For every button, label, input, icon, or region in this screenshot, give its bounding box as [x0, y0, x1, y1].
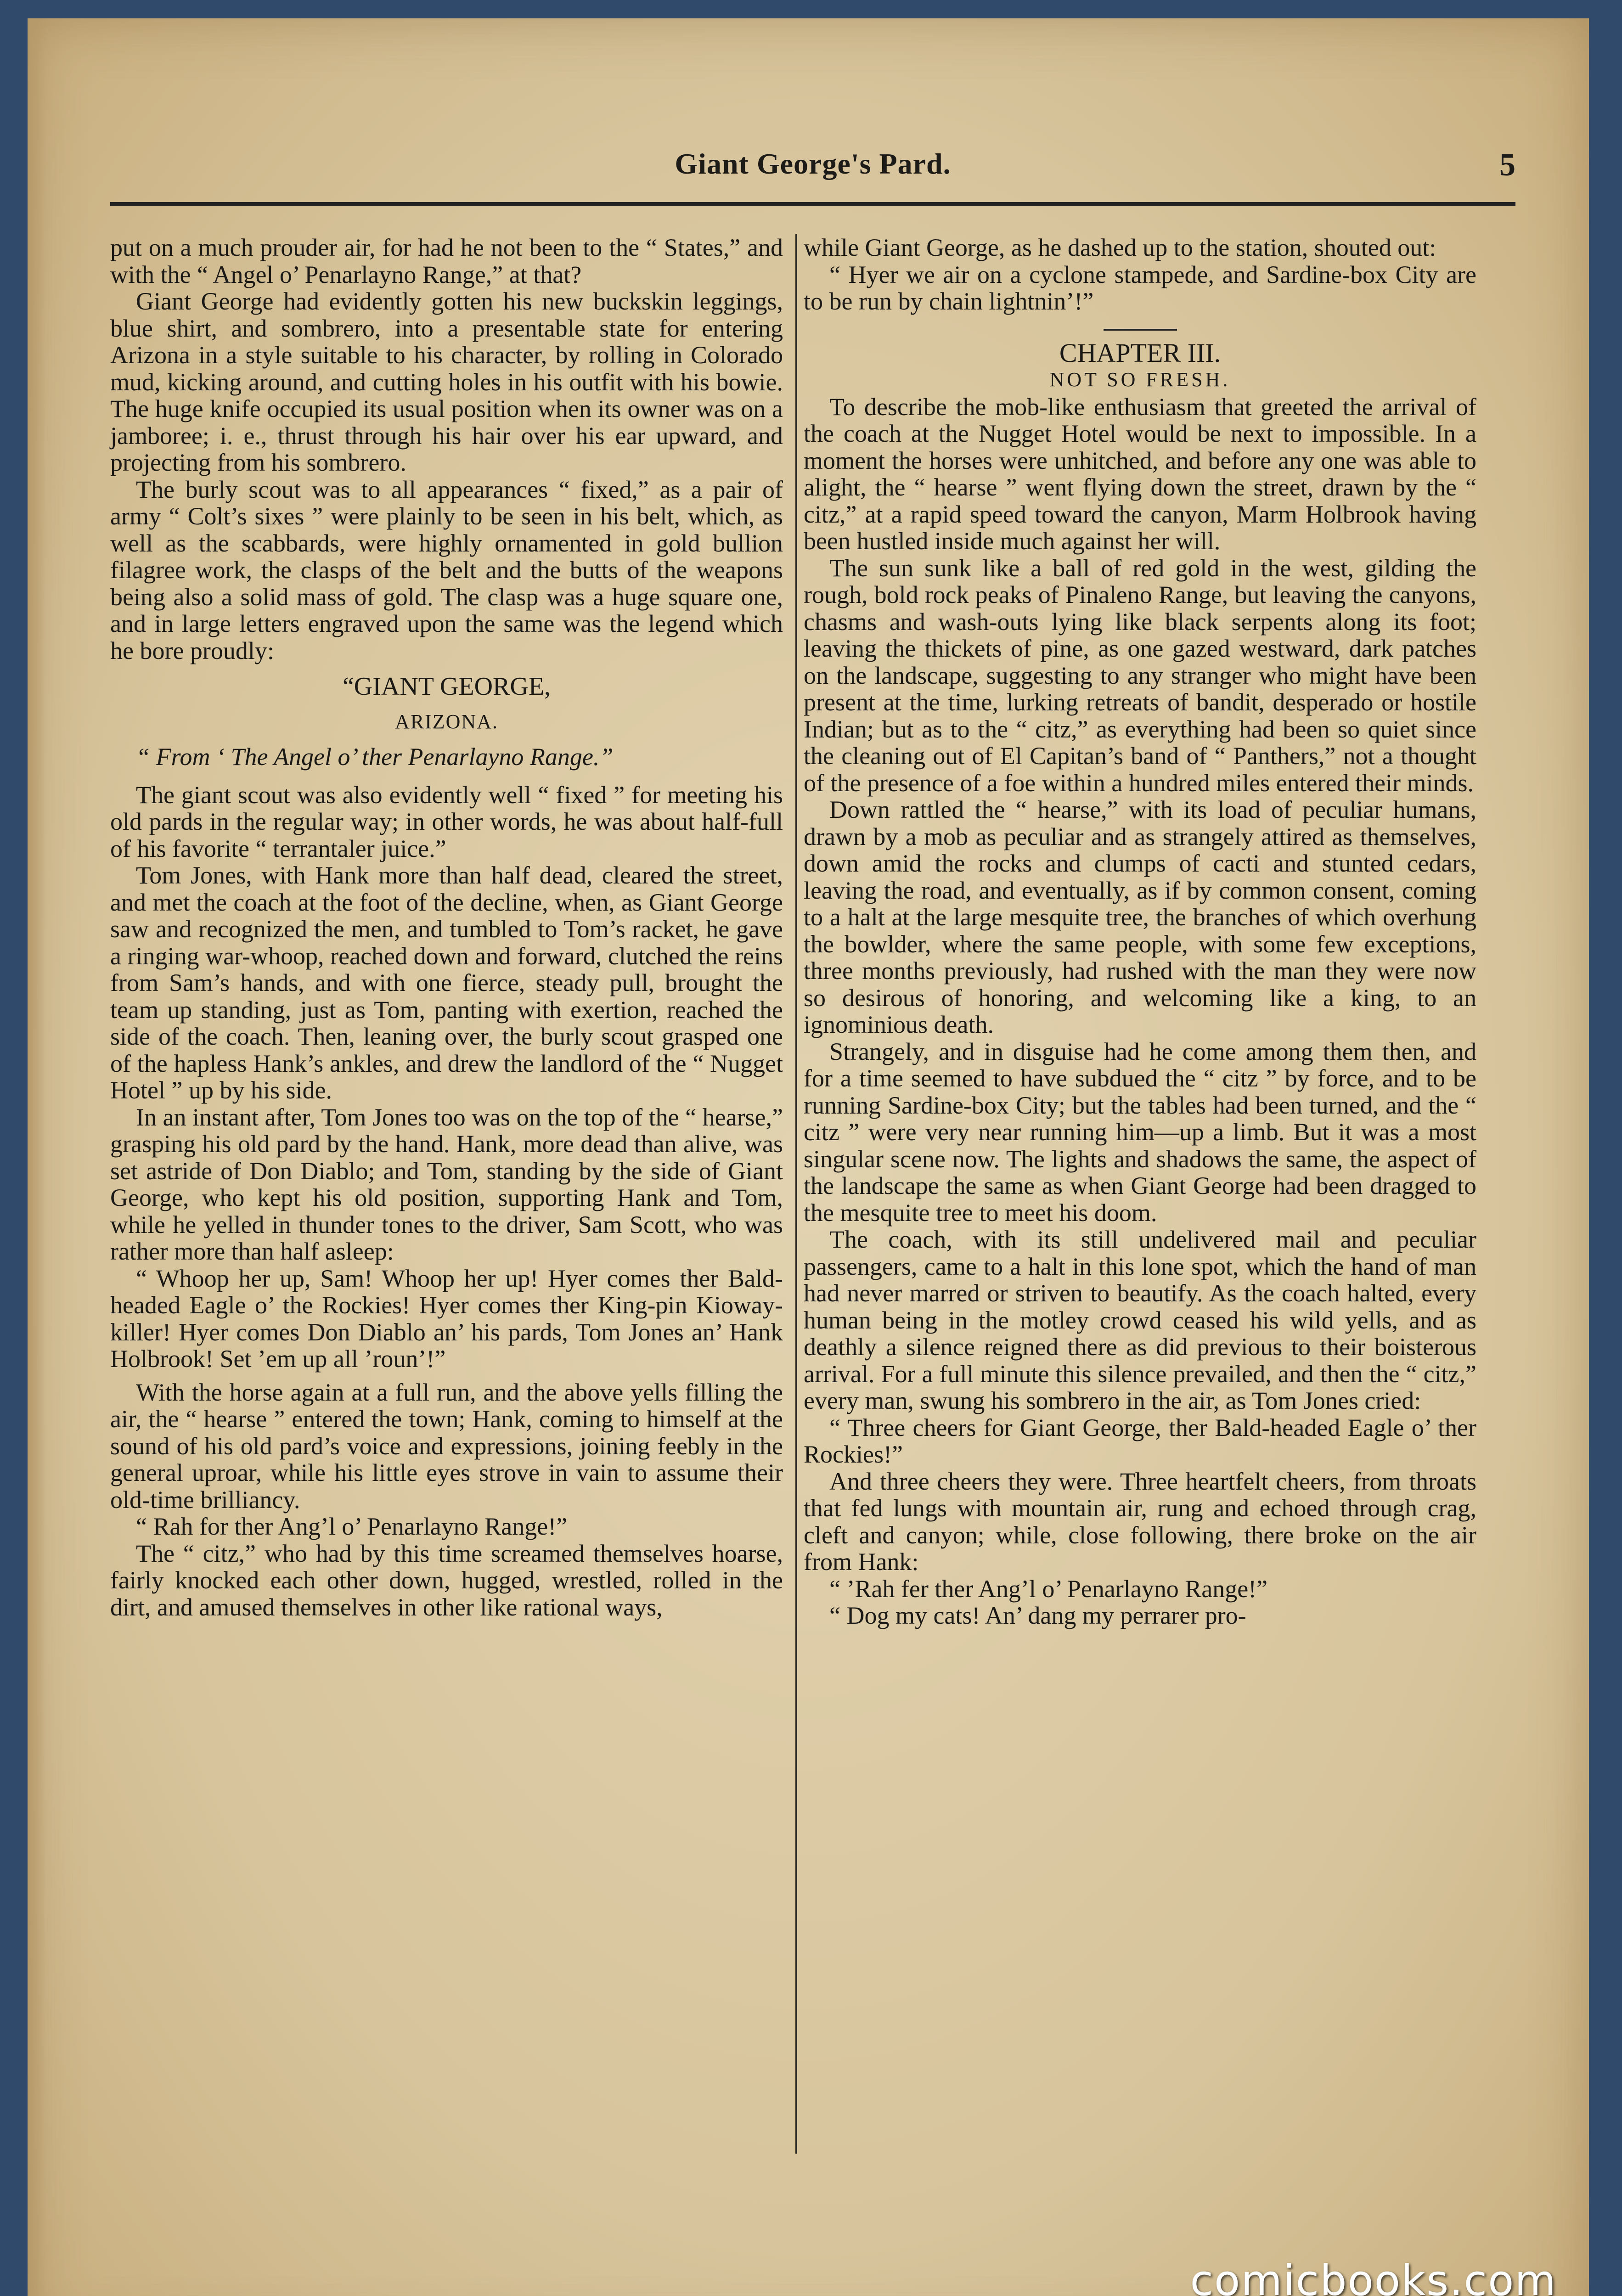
running-title: Giant George's Pard. — [675, 147, 951, 180]
right-column — [804, 234, 1476, 2209]
header-rule — [110, 202, 1515, 206]
paragraph: “ Three cheers for Giant George, ther Bald-headed Eagle o’ ther Rockies!” — [804, 1413, 1476, 1468]
paragraph: To describe the mob-like enthusiasm that greeted the arrival of the coach at the Nugget Hotel would be next to impossible. In a moment the horses were unhitched, and before any one was able to alight, the “ hearse ” went flying down the street, drawn by the “ citz,” at a rapid speed toward the canyon, Marm Holbrook having been hustled inside much against her will. — [804, 393, 1476, 555]
belt-legend-name: “GIANT GEORGE, — [342, 672, 551, 701]
paragraph: The giant scout was also evidently well “ fixed ” for meeting his old pards in the regular way; in other words, he was about half-full of his favorite “ terrantaler juice.” — [110, 781, 783, 862]
paragraph: “ Hyer we air on a cyclone stampede, and Sardine-box City are to be run by chain lightnin’!” — [804, 260, 1476, 315]
paragraph: while Giant George, as he dashed up to the station, shouted out: — [804, 234, 1436, 261]
paragraph: “ Dog my cats! An’ dang my perrarer pro- — [829, 1602, 1246, 1629]
left-column — [110, 234, 783, 2209]
paragraph: put on a much prouder air, for had he not been to the “ States,” and with the “ Angel o’ Penarlayno Range,” at that? — [110, 234, 783, 288]
paragraph: “ Rah for ther Ang’l o’ Penarlayno Range!” — [136, 1513, 568, 1540]
paragraph: The coach, with its still undelivered mail and peculiar passengers, came to a halt in this lone spot, which the hand of man had never marred or striven to beautify. As the coach halted, every human being in the motley crowd ceased his wild yells, and as deathly a silence reigned there as did previous to their boisterous arrival. For a full minute this silence prevailed, and then the “ citz,” every man, swung his sombrero in the air, as Tom Jones cried: — [804, 1226, 1476, 1414]
chapter-heading: CHAPTER III. — [1059, 338, 1221, 368]
page-spine-edge — [28, 18, 46, 2296]
chapter-rule — [1104, 329, 1177, 331]
paragraph: In an instant after, Tom Jones too was on the top of the “ hearse,” grasping his old pard by the hand. Hank, more dead than alive, was set astride of Don Diablo; and Tom, standing by the side of Giant George, who kept his old position, supporting Hank and Tom, while he yelled in thunder tones to the driver, Sam Scott, who was rather more than half asleep: — [110, 1103, 783, 1265]
belt-legend-place: ARIZONA. — [395, 710, 498, 733]
chapter-subtitle: NOT SO FRESH. — [1049, 368, 1231, 391]
paragraph: Tom Jones, with Hank more than half dead, cleared the street, and met the coach at the foot of the decline, when, as Giant George saw and recognized the men, and tumbled to Tom’s racket, he gave a ringing war-whoop, reached down and forward, clutched the reins from Sam’s hands, and with one fierce, steady pull, brought the team up standing, just as Tom, panting with exertion, reached the side of the coach. Then, leaning over, the burly scout grasped one of the hapless Hank’s ankles, and drew the landlord of the “ Nugget Hotel ” up by his side. — [110, 861, 783, 1104]
belt-legend-motto: “ From ‘ The Angel o’ ther Penarlayno Range.” — [136, 743, 614, 771]
paragraph: Strangely, and in disguise had he come among them then, and for a time seemed to have subdued the “ citz ” by force, and to be running Sardine-box City; but the tables had been turned, and the “ citz ” were very near running him—up a limb. But it was a most singular scene now. The lights and shadows the same, the aspect of the landscape the same as when Giant George had been dragged to the mesquite tree to meet his doom. — [804, 1037, 1476, 1227]
paragraph: The sun sunk like a ball of red gold in the west, gilding the rough, bold rock peaks of Pinaleno Range, but leaving the canyons, chasms and wash-outs lying like black serpents along its foot; leaving the thickets of pine, as one gazed westward, dark patches on the landscape, suggesting to any stranger who might have been present at the time, lurking retreats of bandit, desperado or hostile Indian; but as to the “ citz,” as everything had been so quiet since the cleaning out of El Capitan’s band of “ Panthers,” not a thought of the presence of a foe within a hundred miles entered their minds. — [804, 554, 1476, 797]
page-header — [110, 147, 1515, 197]
paragraph: Giant George had evidently gotten his new buckskin leggings, blue shirt, and sombrero, into a presentable state for entering Arizona in a style suitable to his character, by rolling in Colorado mud, kicking around, and cutting holes in his outfit with his bowie. The huge knife occupied its usual position when its owner was on a jamboree; i. e., thrust through his hair over his ear upward, and projecting from his sombrero. — [110, 287, 783, 476]
column-divider — [795, 234, 797, 2154]
magazine-page — [28, 18, 1589, 2296]
paragraph: “ Whoop her up, Sam! Whoop her up! Hyer comes ther Bald-headed Eagle o’ the Rockies! Hyer comes ther King-pin Kioway-killer! Hyer comes Don Diablo an’ his pards, Tom Jones an’ Hank Holbrook! Set ’em up all ’roun’!” — [110, 1264, 783, 1373]
paragraph: Down rattled the “ hearse,” with its load of peculiar humans, drawn by a mob as peculiar and as strangely attired as themselves, down amid the rocks and clumps of cacti and stunted cedars, leaving the road, and eventually, as if by common consent, coming to a halt at the large mesquite tree, the branches of which overhung the bowlder, where the same people, with some few exceptions, three months previously, had rushed with the man they were now so desirous of honoring, and welcoming like a king, to an ignominious death. — [804, 796, 1476, 1038]
paragraph: And three cheers they were. Three heartfelt cheers, from throats that fed lungs with mountain air, rung and echoed through crag, cleft and canyon; while, close following, there broke on the air from Hank: — [804, 1467, 1476, 1576]
paragraph: The burly scout was to all appearances “ fixed,” as a pair of army “ Colt’s sixes ” were plainly to be seen in his belt, which, as well as the scabbards, were highly ornamented in gold bullion filagree work, the clasps of the belt and the butts of the weapons being also a solid mass of gold. The clasp was a huge square one, and in large letters engraved upon the same was the legend which he bore proudly: — [110, 475, 783, 664]
paragraph: “ ’Rah fer ther Ang’l o’ Penarlayno Range!” — [829, 1575, 1268, 1603]
page-number: 5 — [1499, 147, 1515, 183]
site-watermark: comicbooks.com — [1190, 2256, 1557, 2296]
paragraph: With the horse again at a full run, and the above yells filling the air, the “ hearse ” entered the town; Hank, coming to himself at the sound of his old pard’s voice and expressions, joining feebly in the general uproar, while his little eyes strove in vain to assume their old-time brilliancy. — [110, 1378, 783, 1514]
paragraph: The “ citz,” who had by this time screamed themselves hoarse, fairly knocked each other down, hugged, wrestled, rolled in the dirt, and amused themselves in other like rational ways, — [110, 1539, 783, 1621]
